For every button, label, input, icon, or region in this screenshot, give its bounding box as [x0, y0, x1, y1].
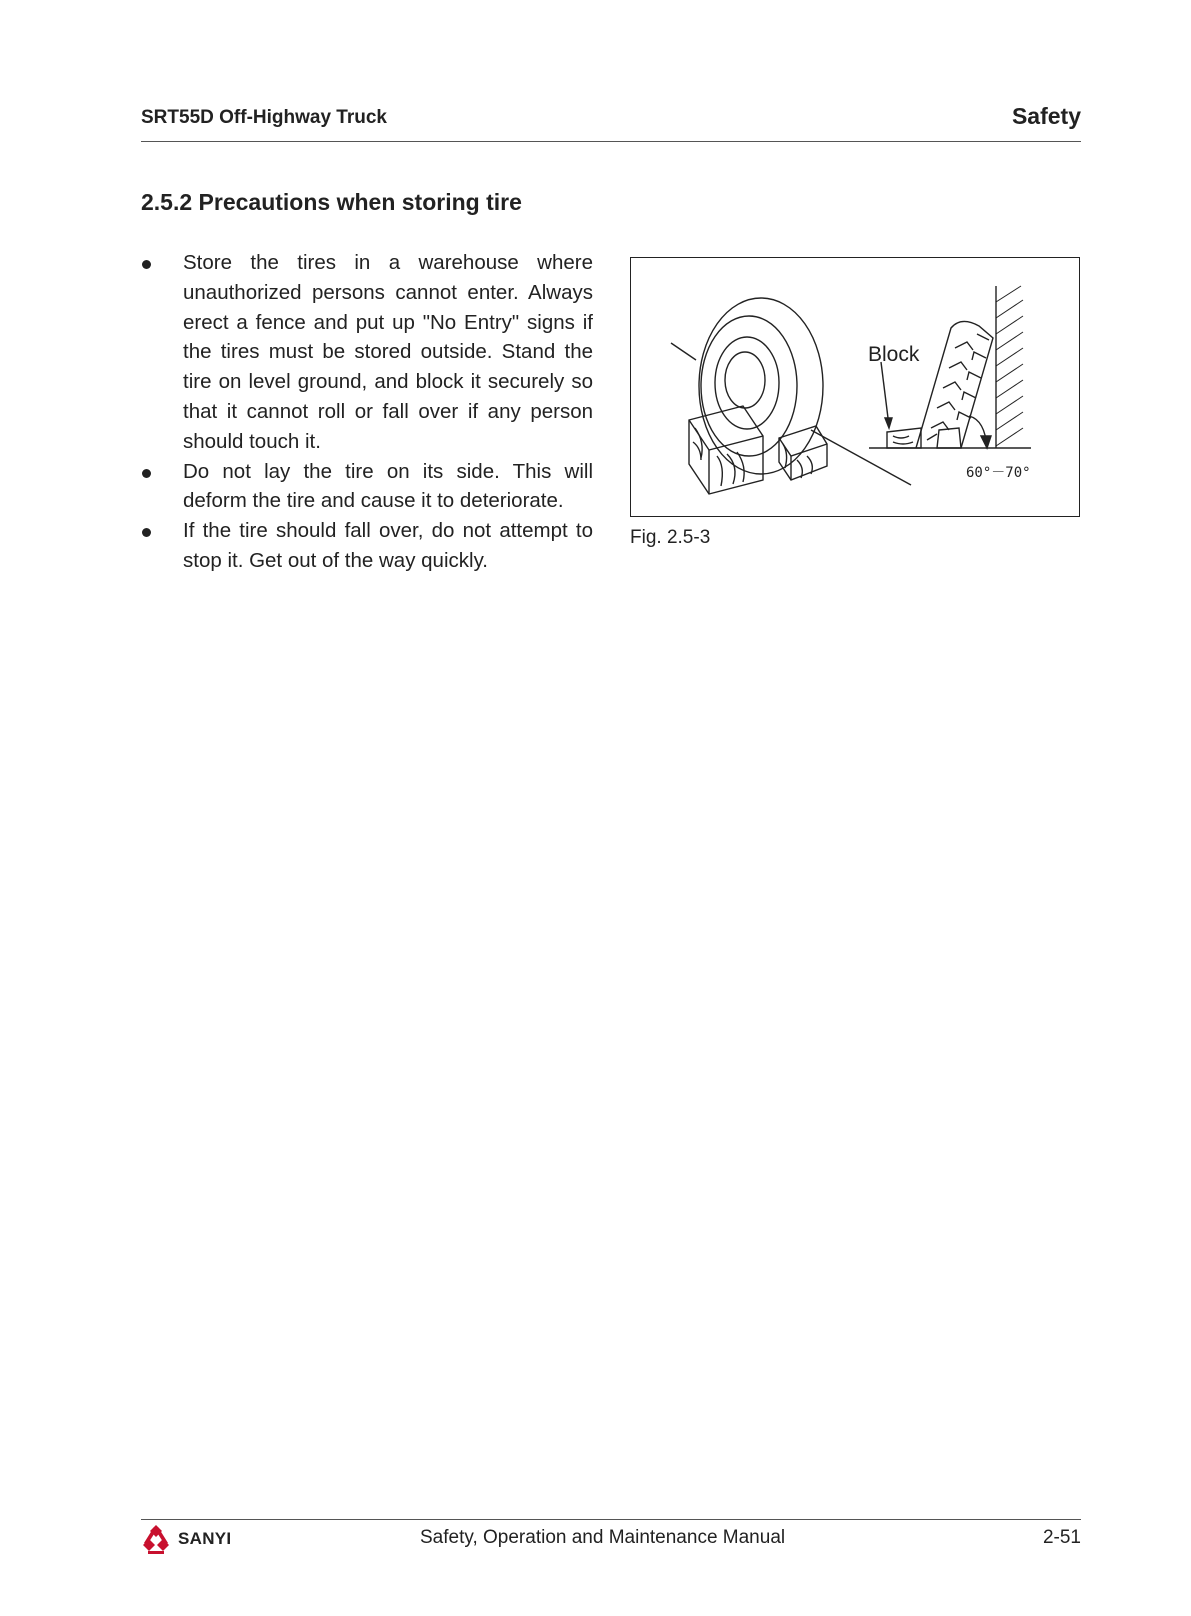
header-divider: [141, 141, 1081, 142]
logo-text: SANYI: [178, 1529, 232, 1548]
list-item-text: Store the tires in a warehouse where unauthorized persons cannot enter. Always erect a fence and put up "No Entry" signs if the tires must be stored outside. Stand the tire on level ground, and block it securely so that it cannot roll or fall over if any person should touch it.: [183, 251, 593, 453]
list-item: [141, 248, 593, 457]
list-item: [141, 457, 593, 517]
footer-divider: [141, 1519, 1081, 1520]
bullet-icon: [142, 260, 151, 269]
ground-line: [811, 430, 911, 485]
leader-line: [671, 343, 696, 360]
section-heading: 2.5.2 Precautions when storing tire: [141, 189, 522, 215]
list-item-text: If the tire should fall over, do not attempt to stop it. Get out of the way quickly.: [183, 519, 593, 572]
bullet-icon: [142, 469, 151, 478]
bullet-icon: [142, 528, 151, 537]
page-number: 2-51: [1042, 1527, 1081, 1548]
precautions-list: [141, 248, 593, 576]
block-label: Block: [868, 343, 920, 366]
manual-title: Safety, Operation and Maintenance Manual: [420, 1527, 786, 1548]
document-title: SRT55D Off-Highway Truck: [141, 107, 387, 128]
list-item-text: Do not lay the tire on its side. This will deform the tire and cause it to deteriorate.: [183, 459, 593, 513]
figure-caption: Fig. 2.5-3: [630, 527, 711, 548]
list-item: [141, 516, 593, 576]
tire-storage-figure: [630, 257, 1080, 517]
angle-label: 60°－70°: [966, 465, 1031, 481]
block-leader: [881, 362, 889, 426]
sanyi-logo: [140, 1522, 231, 1556]
section-name: Safety: [1011, 103, 1081, 129]
sanyi-logo-icon: [140, 1523, 172, 1555]
wood-block-left: [689, 406, 763, 494]
